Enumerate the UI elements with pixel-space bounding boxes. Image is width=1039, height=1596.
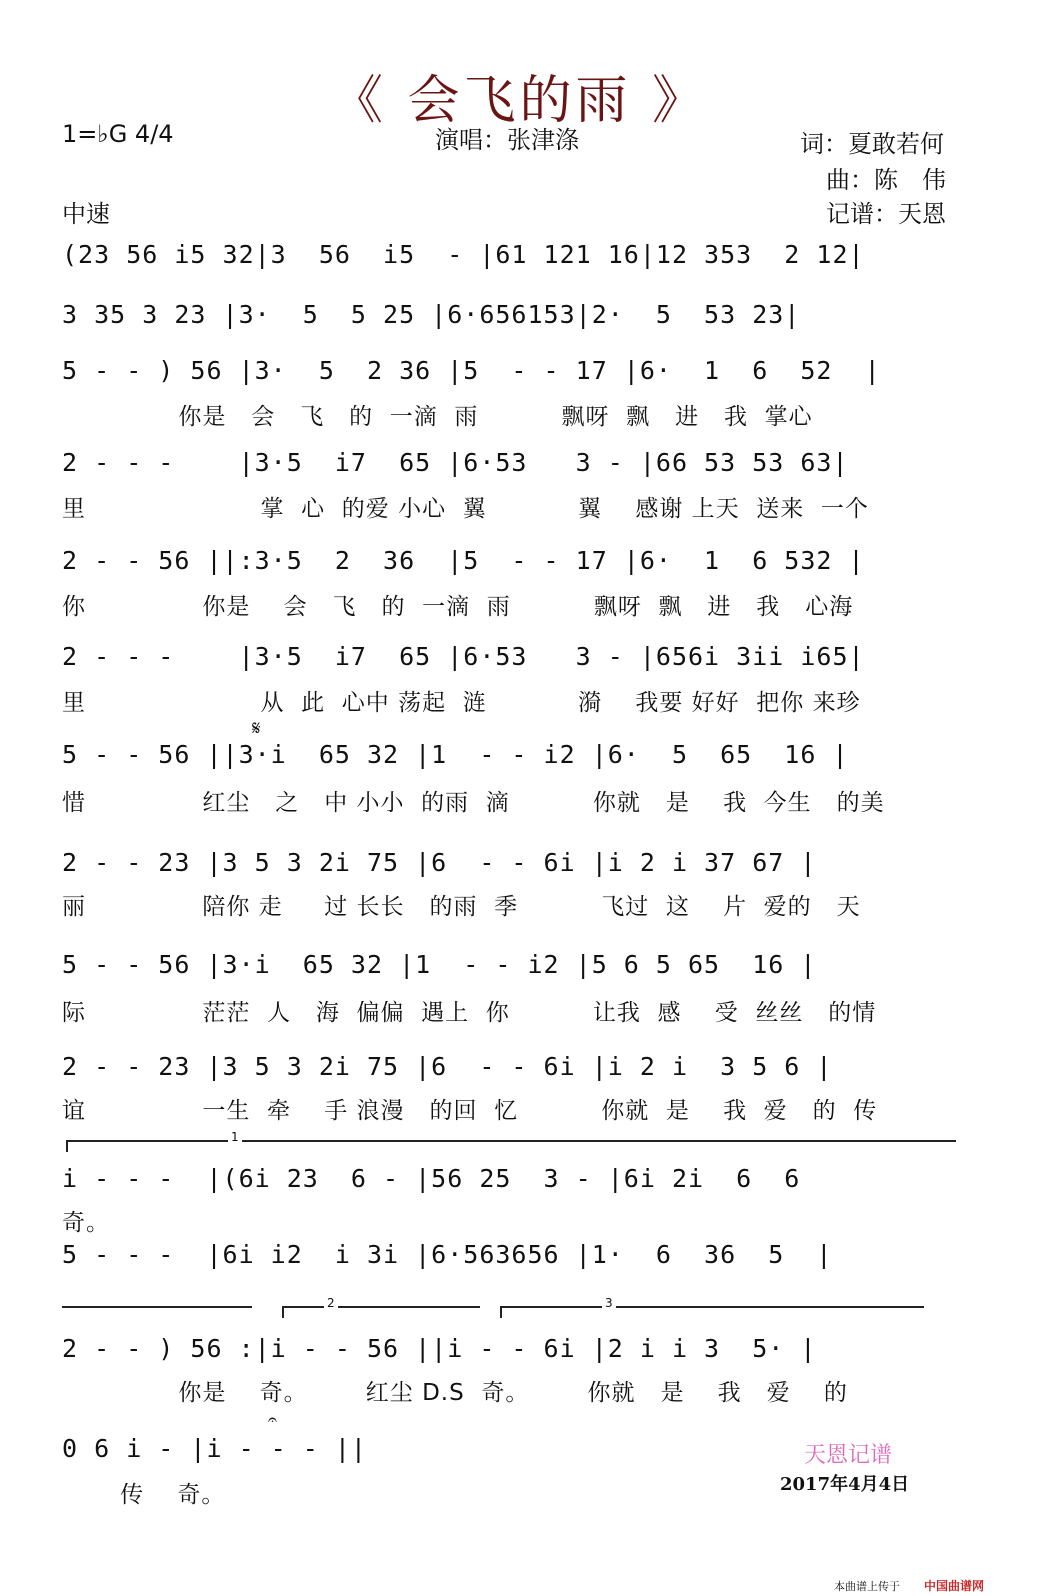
lyric-line-3: 你是 会 飞 的 一滴 雨 飘呀 飘 进 我 掌心 bbox=[62, 404, 813, 430]
lyric-line-10: 谊 一生 牵 手 浪漫 的回 忆 你就 是 我 爱 的 传 bbox=[62, 1098, 878, 1124]
volta-bracket-2 bbox=[282, 1296, 480, 1318]
volta-bracket-3 bbox=[500, 1296, 924, 1318]
staff-line-8: 2 - - 23 |3 5 3 2i 75 |6 - - 6i |i 2 i 37 67 | bbox=[62, 848, 817, 877]
staff-line-11: i - - - |(6i 23 6 - |56 25 3 - |6i 2i 6 6 bbox=[62, 1164, 817, 1193]
staff-line-4: 2 - - - |3·5 i7 65 |6·53 3 - |66 53 53 63| bbox=[62, 448, 849, 477]
lyric-line-9: 际 茫茫 人 海 偏偏 遇上 你 让我 感 受 丝丝 的情 bbox=[62, 1000, 877, 1026]
transcriber-stamp: 天恩记谱 bbox=[804, 1443, 893, 1468]
volta-number-3: 3 bbox=[602, 1296, 616, 1310]
staff-line-7: 5 - - 56 ||3·i 65 32 |1 - - i2 |6· 5 65 16 | bbox=[62, 740, 849, 769]
fermata-sign: 𝄐 bbox=[268, 1410, 277, 1429]
volta-bracket-1 bbox=[66, 1130, 956, 1152]
composer-credit: 曲：陈 伟 bbox=[826, 166, 946, 194]
staff-line-12: 5 - - - |6i i2 i 3i |6·563656 |1· 6 36 5 | bbox=[62, 1240, 833, 1269]
volta-number-1: 1 bbox=[228, 1130, 242, 1144]
staff-line-9: 5 - - 56 |3·i 65 32 |1 - - i2 |5 6 5 65 16 | bbox=[62, 950, 817, 979]
staff-line-13: 2 - - ) 56 :|i - - 56 ||i - - 6i |2 i i 3 5· | bbox=[62, 1334, 817, 1363]
lyric-line-11: 奇。 bbox=[62, 1210, 110, 1236]
singer-credit: 演唱：张津涤 bbox=[435, 126, 579, 154]
upload-note: 本曲谱上传于 bbox=[834, 1580, 900, 1593]
staff-line-14: 0 6 i - |i - - - || bbox=[62, 1434, 367, 1463]
tempo-marking: 中速 bbox=[62, 200, 110, 228]
staff-line-3: 5 - - ) 56 |3· 5 2 36 |5 - - 17 |6· 1 6 52 | bbox=[62, 356, 881, 385]
lyric-line-6: 里 从 此 心中 荡起 涟 漪 我要 好好 把你 来珍 bbox=[62, 690, 861, 716]
staff-line-1: (23 56 i5 32|3 56 i5 - |61 121 16|12 353 2 12| bbox=[62, 240, 865, 269]
transcription-date: 2017年4月4日 bbox=[780, 1474, 910, 1495]
lyricist-credit: 词：夏敢若何 bbox=[800, 130, 944, 158]
volta-bracket-1-end bbox=[62, 1306, 252, 1318]
volta-number-2: 2 bbox=[324, 1296, 338, 1310]
lyric-line-5: 你 你是 会 飞 的 一滴 雨 飘呀 飘 进 我 心海 bbox=[62, 594, 854, 620]
lyric-line-7: 惜 红尘 之 中 小小 的雨 滴 你就 是 我 今生 的美 bbox=[62, 790, 885, 816]
lyric-line-8: 丽 陪你 走 过 长长 的雨 季 飞过 这 片 爱的 天 bbox=[62, 894, 861, 920]
lyric-line-14: 传 奇。 bbox=[62, 1482, 226, 1508]
lyric-line-13: 你是 奇。 红尘 D.S 奇。 你就 是 我 爱 的 bbox=[62, 1380, 848, 1406]
staff-line-5: 2 - - 56 ||:3·5 2 36 |5 - - 17 |6· 1 6 532 | bbox=[62, 546, 865, 575]
segno-sign: 𝄋 bbox=[252, 716, 261, 740]
key-signature: 1=♭G 4/4 bbox=[62, 120, 174, 148]
staff-line-2: 3 35 3 23 |3· 5 5 25 |6·656153|2· 5 53 23| bbox=[62, 300, 801, 329]
staff-line-10: 2 - - 23 |3 5 3 2i 75 |6 - - 6i |i 2 i 3 5 6 | bbox=[62, 1052, 833, 1081]
site-logo: 中国曲谱网 bbox=[924, 1579, 985, 1593]
score-title: 《 会飞的雨 》 bbox=[330, 71, 709, 131]
staff-line-6: 2 - - - |3·5 i7 65 |6·53 3 - |656i 3ii i65| bbox=[62, 642, 865, 671]
transcriber-credit: 记谱：天恩 bbox=[826, 200, 946, 228]
lyric-line-4: 里 掌 心 的爱 小心 翼 翼 感谢 上天 送来 一个 bbox=[62, 496, 869, 522]
